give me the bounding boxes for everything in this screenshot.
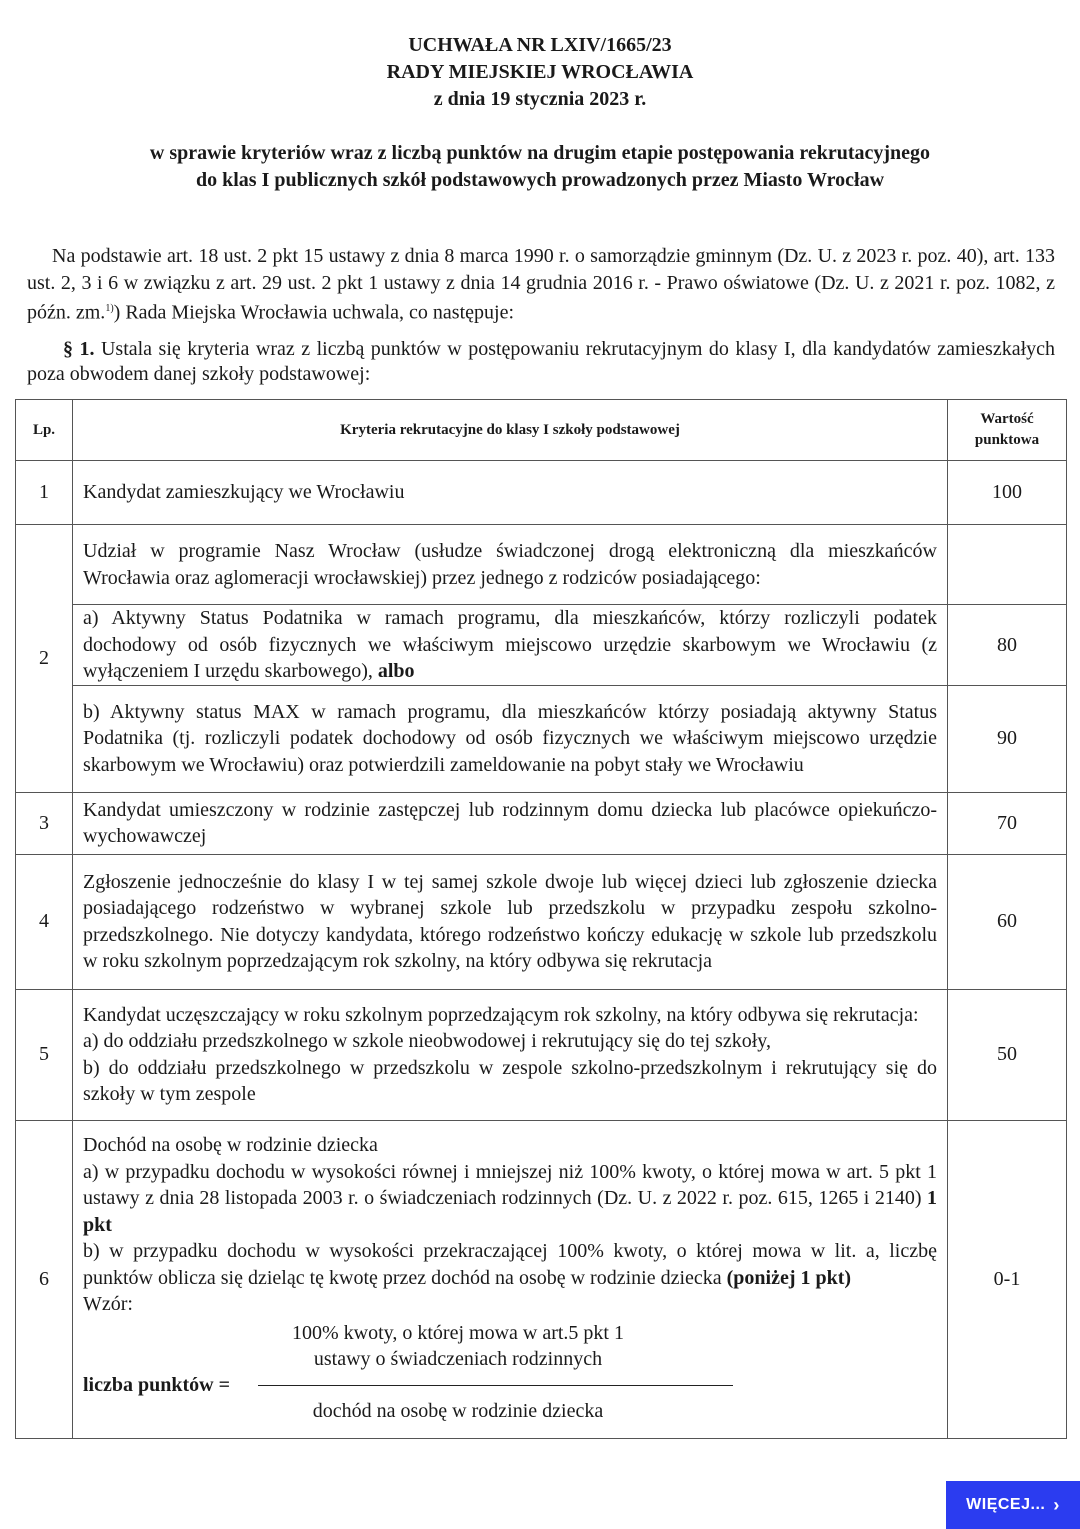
fraction-line xyxy=(258,1385,733,1386)
section-1-label: § 1. xyxy=(63,338,95,360)
criterion-b xyxy=(83,1238,937,1291)
header-points-line-1: Wartość xyxy=(980,411,1034,427)
subject-line-1: w sprawie kryteriów wraz z liczbą punktów na drugim etapie postępowania rekrutacyjnego xyxy=(149,142,931,164)
legal-basis-paragraph xyxy=(27,243,1055,326)
row-criterion: Zgłoszenie jednocześnie do klasy I w tej samej szkole dwoje lub więcej dzieci lub zgłoszenie dziecka posiadającego rodzeństwo w wybranej szkole lub przedszkolu w przypadku zespołu szkolno-przedszkolnego. Nie dotyczy kandydata, którego rodzeństwo kończy edukację w szkole lub przedszkolu w roku szkolnym poprzedzającym rok szkolny, na który odbywa się rekrutacja xyxy=(73,854,948,989)
row-points: 70 xyxy=(948,792,1067,854)
table-subrow xyxy=(16,605,1067,686)
numerator-line-1: 100% kwoty, o której mowa w art.5 pkt 1 xyxy=(292,1321,624,1344)
section-1-paragraph xyxy=(27,337,1055,387)
table-row xyxy=(16,525,1067,605)
criterion-a xyxy=(83,1159,937,1239)
header-criteria: Kryteria rekrutacyjne do klasy I szkoły podstawowej xyxy=(73,400,948,461)
legal-basis-text-end: ) Rada Miejska Wrocławia uchwala, co następuje: xyxy=(113,301,514,324)
subject-line-2: do klas I publicznych szkół podstawowych prowadzonych przez Miasto Wrocław xyxy=(195,169,885,191)
table-row xyxy=(16,854,1067,989)
points-formula xyxy=(83,1318,937,1426)
row-criterion: Kandydat zamieszkujący we Wrocławiu xyxy=(73,461,948,525)
footnote-mark: 1) xyxy=(105,303,114,314)
table-row xyxy=(16,792,1067,854)
criterion-b-text: b) w przypadku dochodu w wysokości przekraczającej 100% kwoty, o której mowa w lit. a, liczbę punktów oblicza się dzieląc tę kwotę przez dochód na osobę w rodzinie dziecka xyxy=(83,1240,937,1289)
row-points: 60 xyxy=(948,854,1067,989)
row-lp: 1 xyxy=(16,461,73,525)
header-points-line-2: punktowa xyxy=(974,432,1040,448)
table-row xyxy=(16,1120,1067,1438)
row-criterion-intro: Udział w programie Nasz Wrocław (usłudze świadczonej drogą elektroniczną dla mieszkańców Wrocławia oraz aglomeracji wrocławskiej) przez jednego z rodziców posiadającego: xyxy=(73,525,948,605)
row-criterion-b: b) Aktywny status MAX w ramach programu, dla mieszkańców którzy posiadają aktywny Status Podatnika (tj. rozliczyli podatek dochodowy od osób fizycznych we właściwym miejscowo urzędzie skarbowym we Wrocławiu) oraz potwierdzili zameldowanie na pobyt stały we Wrocławiu xyxy=(73,685,948,792)
formula-denominator: dochód na osobę w rodzinie dziecka xyxy=(312,1399,604,1422)
row-points: 50 xyxy=(948,989,1067,1120)
section-1-text: Ustala się kryteria wraz z liczbą punktów w postępowaniu rekrutacyjnym do klasy I, dla kandydatów zamieszkałych poza obwodem danej szkoły podstawowej: xyxy=(27,338,1056,385)
criterion-a-bold: albo xyxy=(377,660,415,682)
row-criterion: Kandydat umieszczony w rodzinie zastępczej lub rodzinnym domu dziecka lub placówce opiekuńczo-wychowawczej xyxy=(73,792,948,854)
more-button[interactable] xyxy=(946,1481,1080,1529)
row-points: 0-1 xyxy=(948,1120,1067,1438)
table-row xyxy=(16,461,1067,525)
criterion-line: Kandydat uczęszczający w roku szkolnym poprzedzającym rok szkolny, na który odbywa się rekrutacja: xyxy=(83,1003,919,1026)
table-row xyxy=(16,989,1067,1120)
row-points: 100 xyxy=(948,461,1067,525)
row-lp: 5 xyxy=(16,989,73,1120)
resolution-subject xyxy=(40,140,1040,194)
criterion-a-text: a) w przypadku dochodu w wysokości równej i mniejszej niż 100% kwoty, o której mowa w art. 5 pkt 1 ustawy z dnia 28 listopada 2003 r. o świadczeniach rodzinnych (Dz. U. z 2022 r. poz. 615, 1265 i 2140) xyxy=(83,1160,937,1210)
criterion-line: a) do oddziału przedszkolnego w szkole nieobwodowej i rekrutujący się do tej szkoły, xyxy=(83,1030,771,1052)
row-lp: 6 xyxy=(16,1120,73,1438)
row-points: 80 xyxy=(948,605,1067,686)
numerator-line-2: ustawy o świadczeniach rodzinnych xyxy=(313,1348,603,1371)
formula-result-label: liczba punktów = xyxy=(83,1373,230,1396)
header-lp: Lp. xyxy=(16,400,73,461)
row-criterion-a xyxy=(73,605,948,686)
row-criterion xyxy=(73,989,948,1120)
council-name: RADY MIEJSKIEJ WROCŁAWIA xyxy=(386,61,694,83)
row-criterion xyxy=(73,1120,948,1438)
resolution-date: z dnia 19 stycznia 2023 r. xyxy=(433,88,647,110)
resolution-number: UCHWAŁA NR LXIV/1665/23 xyxy=(408,34,672,56)
row-points: 90 xyxy=(948,685,1067,792)
row-points-empty xyxy=(948,525,1067,605)
formula-numerator xyxy=(268,1320,648,1373)
row-lp: 4 xyxy=(16,854,73,989)
table-subrow xyxy=(16,685,1067,792)
legal-basis-text: Na podstawie art. 18 ust. 2 pkt 15 ustawy z dnia 8 marca 1990 r. o samorządzie gminnym (Dz. U. z 2023 r. poz. 40), art. 133 ust. 2, 3 i 6 w związku z art. 29 ust. 2 pkt 1 ustawy z dnia 14 grudnia 2016 r. - Prawo oświatowe (Dz. U. z 2021 r. poz. 1082, z późn. zm. xyxy=(27,245,1055,324)
formula-label: Wzór: xyxy=(83,1293,133,1316)
resolution-header xyxy=(0,32,1080,113)
criterion-line: Dochód na osobę w rodzinie dziecka xyxy=(83,1134,378,1157)
header-points xyxy=(948,400,1067,461)
chevron-right-icon: › xyxy=(1053,1495,1060,1515)
row-lp: 3 xyxy=(16,792,73,854)
criterion-a-text: a) Aktywny Status Podatnika w ramach programu, dla mieszkańców, którzy rozliczyli podatek dochodowy od osób fizycznych we właściwym miejscowo urzędzie skarbowym we Wrocławiu (z wyłączeniem I urzędu skarbowego), xyxy=(83,607,937,682)
criterion-line: b) do oddziału przedszkolnego w przedszkolu w zespole szkolno-przedszkolnym i rekrutujący się do szkoły w tym zespole xyxy=(83,1056,937,1105)
criteria-table xyxy=(15,399,1067,1439)
more-button-label: WIĘCEJ... xyxy=(966,1496,1046,1513)
table-header-row xyxy=(16,400,1067,461)
criterion-b-bold: (poniżej 1 pkt) xyxy=(726,1266,852,1289)
criterion-a-bold: 1 pkt xyxy=(83,1187,938,1236)
row-lp: 2 xyxy=(16,525,73,793)
